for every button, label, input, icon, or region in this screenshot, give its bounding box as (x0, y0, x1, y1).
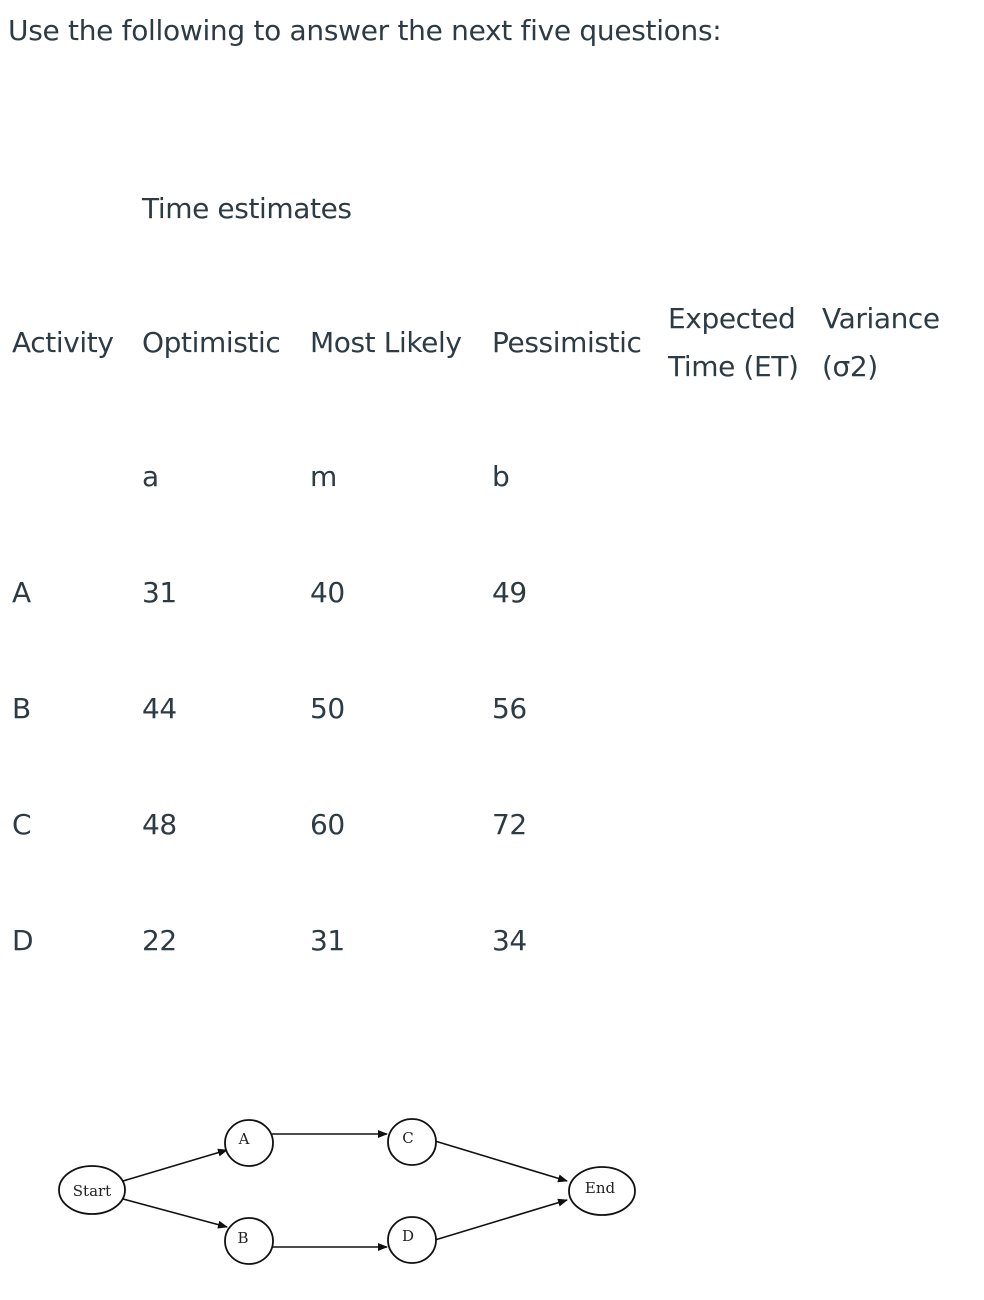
edge-start-a (123, 1150, 227, 1181)
row-pessimistic: 72 (492, 808, 527, 841)
edge-d-end (435, 1200, 567, 1240)
symbol-a: a (142, 460, 159, 493)
group-header-time-estimates: Time estimates (142, 192, 352, 225)
node-end-label: End (584, 1179, 616, 1197)
node-b (225, 1218, 273, 1264)
symbol-b: b (492, 460, 510, 493)
row-optimistic: 22 (142, 924, 177, 957)
node-c-label: C (402, 1129, 414, 1147)
header-expected-line2: Time (ET) (668, 350, 799, 383)
header-optimistic: Optimistic (142, 326, 281, 359)
row-optimistic: 48 (142, 808, 177, 841)
row-pessimistic: 34 (492, 924, 527, 957)
row-optimistic: 31 (142, 576, 177, 609)
row-pessimistic: 56 (492, 692, 527, 725)
row-optimistic: 44 (142, 692, 177, 725)
header-most-likely: Most Likely (310, 326, 462, 359)
row-activity: C (12, 808, 32, 841)
edge-c-end (435, 1141, 567, 1181)
node-a-label: A (238, 1130, 250, 1148)
header-variance-line2: (σ2) (822, 350, 878, 383)
row-activity: D (12, 924, 34, 957)
row-pessimistic: 49 (492, 576, 527, 609)
node-start-label: Start (72, 1182, 112, 1200)
row-most-likely: 50 (310, 692, 345, 725)
symbol-m: m (310, 460, 337, 493)
node-b-label: B (237, 1229, 249, 1247)
header-variance-line1: Variance (822, 302, 940, 335)
row-most-likely: 31 (310, 924, 345, 957)
row-most-likely: 60 (310, 808, 345, 841)
header-activity: Activity (12, 326, 114, 359)
edge-start-b (123, 1199, 227, 1227)
intro-text: Use the following to answer the next five questions: (8, 14, 722, 47)
header-pessimistic: Pessimistic (492, 326, 642, 359)
row-activity: A (12, 576, 31, 609)
row-activity: B (12, 692, 31, 725)
row-most-likely: 40 (310, 576, 345, 609)
project-network-diagram (0, 1100, 700, 1280)
node-d-label: D (401, 1227, 415, 1245)
header-expected-line1: Expected (668, 302, 796, 335)
